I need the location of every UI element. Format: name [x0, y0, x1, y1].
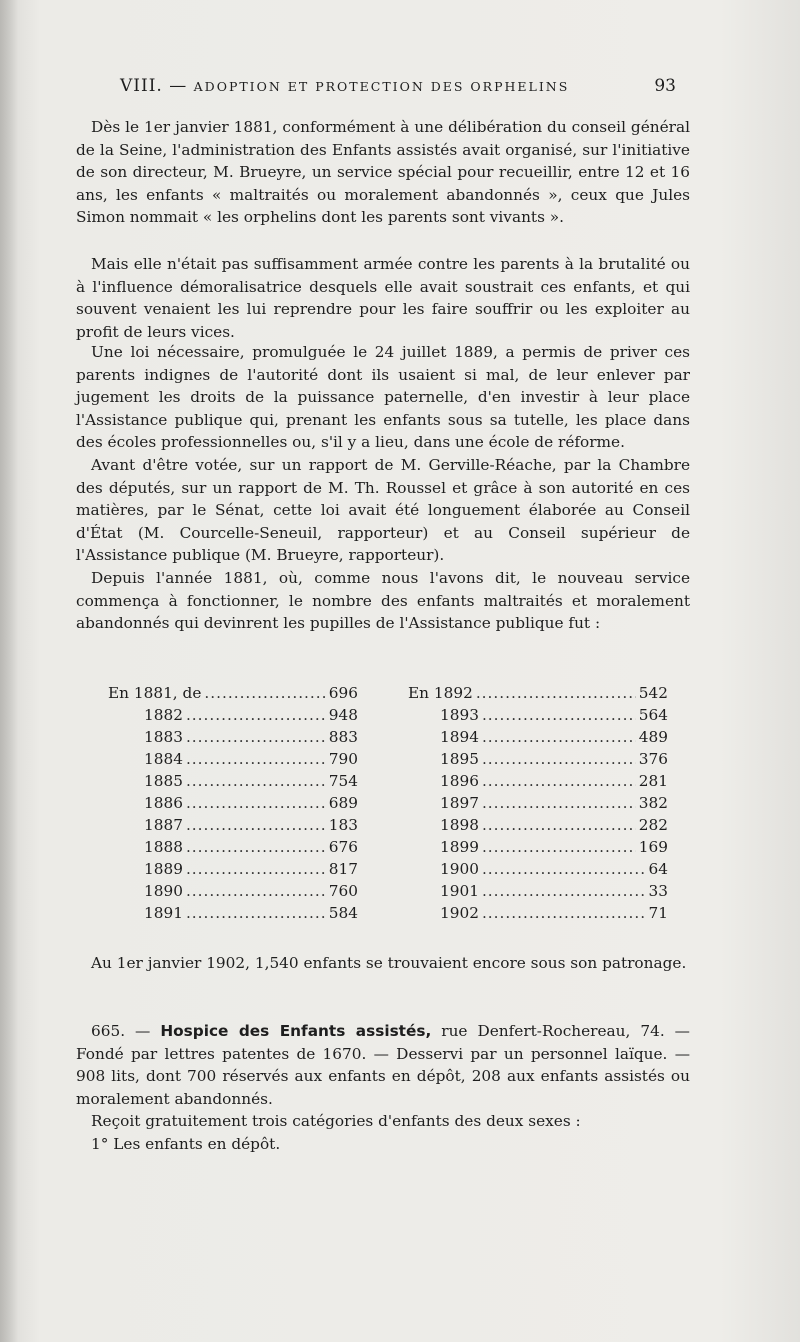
paragraph-4 [76, 454, 690, 567]
dot-leader [186, 728, 326, 746]
table-row [108, 904, 358, 926]
table-value: 169 [638, 838, 668, 856]
dot-leader [482, 728, 636, 746]
table-value: 282 [638, 816, 668, 834]
dot-leader [186, 772, 326, 790]
dot-leader [186, 860, 326, 878]
dot-leader [204, 684, 325, 702]
table-row [408, 816, 668, 838]
table-row [108, 794, 358, 816]
table-value: 760 [328, 882, 358, 900]
chapter-name: ADOPTION ET PROTECTION DES ORPHELINS [193, 79, 570, 94]
paragraph-6 [76, 952, 690, 975]
paragraph-text: Depuis l'année 1881, où, comme nous l'avons dit, le nouveau service commença à fonctionner, le nombre des enfants maltraités et moralement abandonnés qui devinrent les pupilles de l'Assistance publique fut : [76, 569, 690, 632]
table-year: 1899 [440, 838, 479, 856]
paragraph-text: Une loi nécessaire, promulguée le 24 juillet 1889, a permis de priver ces parents indignes de l'autorité dont ils usaient si mal, de leur enlever par jugement les droits de la puissance paternelle, d'en investir à leur place l'Assistance publique qui, prenant les enfants sous sa tutelle, les place dans des écoles professionnelles ou, s'il y a lieu, dans une école de réforme. [76, 343, 690, 451]
table-value: 676 [328, 838, 358, 856]
paragraph-text: Mais elle n'était pas suffisamment armée contre les parents à la brutalité ou à l'influence démoralisatrice desquels elle avait soustrait ces enfants, et qui souvent venaient les lui reprendre pour les faire souffrir ou les exploiter au profit de leurs vices. [76, 255, 690, 341]
table-value: 376 [638, 750, 668, 768]
table-year: 1884 [144, 750, 183, 768]
dot-leader [482, 772, 636, 790]
paragraph-text: Au 1er janvier 1902, 1,540 enfants se trouvaient encore sous son patronage. [91, 954, 687, 972]
table-year: 1889 [144, 860, 183, 878]
running-header [120, 76, 680, 106]
section-third-paragraph: 1° Les enfants en dépôt. [91, 1134, 281, 1153]
table-year: 1902 [440, 904, 479, 922]
dot-leader [482, 860, 646, 878]
paragraph-5 [76, 567, 690, 635]
dot-leader [186, 816, 326, 834]
table-value: 754 [328, 772, 358, 790]
table-row [108, 750, 358, 772]
dot-leader [482, 794, 636, 812]
section-second-paragraph: Reçoit gratuitement trois catégories d'enfants des deux sexes : [91, 1112, 581, 1130]
table-value: 696 [328, 684, 358, 702]
table-value: 489 [638, 728, 668, 746]
table-year: 1883 [144, 728, 183, 746]
table-year: 1882 [144, 706, 183, 724]
table-value: 883 [328, 728, 358, 746]
table-year: 1896 [440, 772, 479, 790]
table-value: 564 [638, 706, 668, 724]
dot-leader [186, 750, 326, 768]
table-row [408, 882, 668, 904]
dot-leader [186, 904, 326, 922]
table-value: 584 [328, 904, 358, 922]
dot-leader [186, 794, 326, 812]
table-row [408, 838, 668, 860]
table-year: 1890 [144, 882, 183, 900]
table-year: En 1892 [408, 684, 473, 702]
paragraph-3 [76, 341, 690, 454]
paragraph-1 [76, 116, 690, 229]
dot-leader [476, 684, 636, 702]
dot-leader [482, 750, 636, 768]
dot-leader [186, 838, 326, 856]
section-665 [76, 1020, 690, 1155]
table-value: 64 [648, 860, 668, 878]
table-row [408, 728, 668, 750]
table-row [408, 684, 668, 706]
section-first-paragraph [76, 1020, 690, 1110]
table-row [408, 860, 668, 882]
table-row [408, 904, 668, 926]
dot-leader [482, 838, 636, 856]
table-year: 1897 [440, 794, 479, 812]
table-value: 71 [648, 904, 668, 922]
paragraph-text: Dès le 1er janvier 1881, conformément à une délibération du conseil général de la Seine, l'administration des Enfants assistés avait organisé, sur l'initiative de son directeur, M. Brueyre, un service spécial pour recueillir, entre 12 et 16 ans, les enfants « maltraités ou moralement abandonnés », ceux que Jules Simon nommait « les orphelins dont les parents sont vivants ». [76, 118, 690, 226]
table-value: 382 [638, 794, 668, 812]
table-row [108, 882, 358, 904]
table-value: 33 [648, 882, 668, 900]
table-row [108, 706, 358, 728]
table-column-right [408, 684, 668, 926]
chapter-number: VIII. [120, 76, 163, 96]
table-value: 948 [328, 706, 358, 724]
table-year: 1895 [440, 750, 479, 768]
table-row [108, 860, 358, 882]
table-row [408, 794, 668, 816]
table-row [408, 750, 668, 772]
binding-shadow [0, 0, 18, 1342]
section-text: rue Denfert-Rochereau, 74. — Fondé par lettres patentes de 1670. — Desservi par un personnel laïque. — 908 lits, dont 700 réservés aux enfants en dépôt, 208 aux enfants assistés ou moralement abandonnés. [76, 1022, 690, 1108]
page-number: 93 [654, 76, 676, 96]
dot-leader [482, 904, 646, 922]
table-row [108, 728, 358, 750]
dot-leader [482, 706, 636, 724]
dot-leader [482, 816, 636, 834]
table-year: 1898 [440, 816, 479, 834]
table-year: 1900 [440, 860, 479, 878]
table-row [108, 816, 358, 838]
table-row [108, 684, 358, 706]
dot-leader [186, 882, 326, 900]
table-year: 1901 [440, 882, 479, 900]
table-year: 1894 [440, 728, 479, 746]
table-value: 183 [328, 816, 358, 834]
paragraph-2 [76, 253, 690, 343]
table-value: 790 [328, 750, 358, 768]
dot-leader [186, 706, 326, 724]
table-year: 1888 [144, 838, 183, 856]
paragraph-text: Avant d'être votée, sur un rapport de M. Gerville-Réache, par la Chambre des députés, sur un rapport de M. Th. Roussel et grâce à son autorité en ces matières, par le Sénat, cette loi avait été longuement élaborée au Conseil d'État (M. Courcelle-Seneuil, rapporteur) et au Conseil supérieur de l'Assistance publique (M. Brueyre, rapporteur). [76, 456, 690, 564]
table-column-left [108, 684, 358, 926]
section-heading: Hospice des Enfants assistés, [160, 1022, 432, 1040]
table-year: 1887 [144, 816, 183, 834]
table-value: 817 [328, 860, 358, 878]
dot-leader [482, 882, 646, 900]
table-row [408, 706, 668, 728]
header-dash: — [169, 76, 188, 96]
table-year: En 1881, de [108, 684, 202, 702]
table-year: 1886 [144, 794, 183, 812]
table-year: 1885 [144, 772, 183, 790]
chapter-title [120, 76, 569, 96]
table-value: 542 [638, 684, 668, 702]
table-value: 689 [328, 794, 358, 812]
table-value: 281 [638, 772, 668, 790]
table-row [108, 838, 358, 860]
table-row [108, 772, 358, 794]
table-row [408, 772, 668, 794]
section-number: 665. — [91, 1022, 151, 1040]
table-year: 1893 [440, 706, 479, 724]
table-year: 1891 [144, 904, 183, 922]
